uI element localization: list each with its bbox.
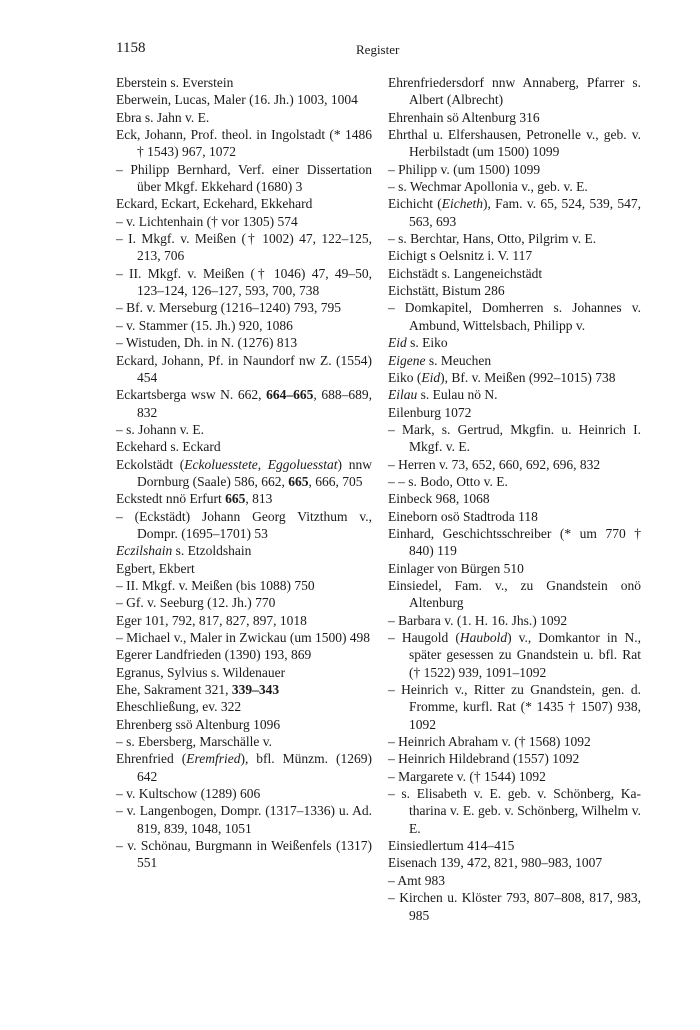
index-entry [388, 126, 641, 161]
index-entry [116, 126, 372, 161]
entry-text: – s. Johann v. E. [116, 421, 204, 437]
entry-italic-text: Haubold [459, 630, 508, 645]
index-entry [388, 74, 641, 109]
index-entry [116, 213, 372, 230]
entry-text: ), Fam. v. 65, 524, 539, 547, 563, 693 [409, 196, 642, 229]
index-entry [388, 681, 641, 733]
entry-text: Eberwein, Lucas, Maler (16. Jh.) 1003, 1004 [116, 92, 358, 108]
entry-text: s. Eulau nö N. [417, 387, 498, 403]
entry-text: s. Eiko [406, 335, 448, 351]
entry-text: Eisenach 139, 472, 821, 980–983, 1007 [388, 855, 603, 871]
entry-text: – Heinrich v., Ritter zu Gnandstein, gen. d. Fromme, kurfl. Rat (* 1435 † 1507) 938, 1092 [388, 682, 641, 732]
entry-text: – II. Mkgf. v. Meißen (bis 1088) 750 [116, 577, 315, 593]
index-entry [116, 542, 372, 559]
index-entry [116, 352, 372, 387]
index-entry [116, 109, 372, 126]
entry-text: Einlager von Bürgen 510 [388, 560, 524, 576]
index-entry [388, 247, 641, 264]
entry-text: Eineborn osö Stadtroda 118 [388, 508, 538, 524]
entry-text: – Philipp v. (um 1500) 1099 [388, 161, 541, 177]
index-entry [388, 265, 641, 282]
index-entry [388, 785, 641, 837]
entry-text: – Bf. v. Merseburg (1216–1240) 793, 795 [116, 300, 341, 316]
entry-text: , 666, 705 [308, 473, 363, 489]
index-entry [116, 508, 372, 543]
index-entry [116, 230, 372, 265]
entry-text: – s. Wechmar Apollonia v., geb. v. E. [388, 179, 588, 195]
index-entry [116, 837, 372, 872]
entry-text: Einhard, Geschichtsschreiber (* um 770 † 840) 119 [388, 525, 641, 559]
entry-text: – v. Lichtenhain († vor 1305) 574 [116, 213, 298, 229]
entry-text: Eckehard s. Eckard [116, 439, 221, 455]
entry-text: – Philipp Bernhard, Verf. einer Dissertation über Mkgf. Ekkehard (1680) 3 [116, 161, 372, 195]
entry-text: s. Meuchen [425, 352, 492, 368]
index-entry [388, 352, 641, 369]
index-entry [116, 560, 372, 577]
index-entry [116, 74, 372, 91]
index-entry [116, 195, 372, 212]
entry-text: – Domkapitel, Domherren s. Johannes v. Ambund, Wittelsbach, Philipp v. [388, 300, 641, 333]
entry-text: – Amt 983 [388, 872, 446, 888]
entry-text: – s. Elisabeth v. E. geb. v. Schönberg, Katharina v. E. geb. v. Schönberg, Wilhelm v. E. [388, 786, 641, 836]
index-entry [388, 889, 641, 924]
entry-italic-text: Eicheth [441, 196, 484, 212]
index-entry [116, 577, 372, 594]
entry-text: Eckstedt nnö Erfurt [116, 491, 226, 507]
index-entry [388, 768, 641, 785]
index-entry [388, 109, 641, 126]
entry-text: – Gf. v. Seeburg (12. Jh.) 770 [116, 595, 276, 611]
index-column-right [388, 74, 641, 924]
index-entry [388, 386, 641, 403]
entry-text: Einbeck 968, 1068 [388, 491, 490, 507]
entry-text: Egranus, Sylvius s. Wildenauer [116, 664, 286, 680]
entry-text: – (Eckstädt) Johann Georg Vitzthum v., Dompr. (1695–1701) 53 [116, 508, 372, 541]
entry-italic-text: Eggoluesstat [267, 456, 338, 472]
entry-text: – Heinrich Abraham v. († 1568) 1092 [388, 734, 591, 750]
entry-italic-text: Eremfried [186, 751, 241, 767]
entry-text: Ehrthal u. Elfershausen, Petronelle v., geb. v. Herbilstadt (um 1500) 1099 [388, 127, 641, 160]
index-entry [388, 612, 641, 629]
entry-italic-text: Eid [388, 335, 407, 351]
entry-text: Ehrenfriedersdorf nnw Annaberg, Pfarrer s. Albert (Albrecht) [388, 75, 641, 108]
entry-text: Eckard, Johann, Pf. in Naundorf nw Z. (1554) 454 [116, 352, 372, 385]
entry-text: – v. Kultschow (1289) 606 [116, 786, 261, 802]
index-entry [116, 386, 372, 421]
index-entry [116, 698, 372, 715]
entry-italic-text: Eid [421, 369, 441, 385]
index-entry [116, 785, 372, 802]
entry-text: – Mark, s. Gertrud, Mkgfin. u. Heinrich I. Mkgf. v. E. [388, 421, 641, 455]
index-entry [116, 802, 372, 837]
index-entry [116, 490, 372, 507]
entry-text: – Kirchen u. Klöster 793, 807–808, 817, 983, 985 [388, 890, 641, 923]
entry-text: – Michael v., Maler in Zwickau (um 1500) 498 [116, 630, 371, 645]
entry-text: Ehe, Sakrament 321, [116, 682, 232, 698]
entry-text: Eichstädt s. Langeneichstädt [388, 265, 543, 281]
index-entry [388, 629, 641, 681]
index-entry [388, 421, 641, 456]
entry-text: Eilenburg 1072 [388, 404, 472, 420]
entry-text: s. Etzoldshain [172, 543, 252, 559]
index-entry [388, 750, 641, 767]
entry-bold-ref: 339–343 [231, 682, 280, 698]
entry-text: Eck, Johann, Prof. theol. in Ingolstadt (* 1486 † 1543) 967, 1072 [116, 127, 372, 160]
entry-text: – II. Mkgf. v. Meißen († 1046) 47, 49–50, 123–124, 126–127, 593, 700, 738 [116, 265, 372, 299]
index-entry [116, 161, 372, 196]
index-entry [388, 473, 641, 490]
entry-italic-text: Eczilshain [116, 543, 173, 559]
index-entry [116, 334, 372, 351]
index-entry [116, 646, 372, 663]
entry-text: Eberstein s. Everstein [116, 75, 234, 90]
entry-text: Eichigt s Oelsnitz i. V. 117 [388, 248, 533, 264]
entry-text: – Margarete v. († 1544) 1092 [388, 768, 546, 784]
entry-text: ), Bf. v. Meißen (992–1015) 738 [440, 369, 616, 385]
entry-text: Einsiedel, Fam. v., zu Gnandstein onö Altenburg [388, 577, 641, 611]
index-entry [116, 612, 372, 629]
index-entry [388, 560, 641, 577]
entry-text: Ebra s. Jahn v. E. [116, 109, 210, 125]
index-entry [116, 299, 372, 316]
index-entry [388, 299, 641, 334]
index-entry [116, 456, 372, 491]
index-entry [388, 195, 641, 230]
entry-text: Eckartsberga wsw N. 662, [116, 387, 267, 403]
entry-text: , 813 [245, 491, 273, 507]
index-entry [116, 733, 372, 750]
index-entry [388, 369, 641, 386]
index-entry [388, 282, 641, 299]
entry-text: – Wistuden, Dh. in N. (1276) 813 [116, 335, 298, 351]
index-entry [388, 733, 641, 750]
entry-text: , 688–689, 832 [137, 387, 373, 420]
entry-text: – v. Stammer (15. Jh.) 920, 1086 [116, 317, 293, 333]
index-entry [388, 230, 641, 247]
running-header-title: Register [356, 42, 400, 57]
index-entry [388, 178, 641, 195]
index-entry [388, 161, 641, 178]
index-entry [388, 456, 641, 473]
index-entry [116, 629, 372, 646]
entry-text: – s. Ebersberg, Marschälle v. [116, 734, 272, 750]
index-entry [388, 404, 641, 421]
entry-text: – Haugold ( [388, 630, 460, 645]
entry-text: Eckolstädt ( [116, 456, 185, 472]
entry-text: ) nnw Dornburg (Saale) 586, 662, [137, 456, 373, 489]
index-entry [116, 664, 372, 681]
entry-text: Eichstätt, Bistum 286 [388, 283, 505, 299]
entry-text: Eheschließung, ev. 322 [116, 699, 242, 715]
index-entry [116, 681, 372, 698]
index-entry [388, 577, 641, 612]
entry-text: Eger 101, 792, 817, 827, 897, 1018 [116, 612, 307, 628]
index-entry [116, 421, 372, 438]
index-entry [388, 525, 641, 560]
entry-bold-ref: 665 [225, 491, 246, 507]
page-number: 1158 [116, 40, 146, 56]
entry-bold-ref: 664–665 [266, 387, 314, 403]
entry-text: Ehrenfried ( [116, 751, 187, 767]
entry-text: Eiko ( [388, 369, 422, 385]
index-entry [116, 317, 372, 334]
entry-text: – Barbara v. (1. H. 16. Jhs.) 1092 [388, 612, 568, 628]
entry-text: Einsiedlertum 414–415 [388, 838, 515, 854]
entry-italic-text: Eigene [388, 352, 426, 368]
entry-text: Ehrenhain sö Altenburg 316 [388, 109, 540, 125]
index-entry [388, 854, 641, 871]
entry-text: , [257, 456, 268, 472]
entry-text: – Herren v. 73, 652, 660, 692, 696, 832 [388, 456, 601, 472]
index-entry [116, 265, 372, 300]
entry-text: Eckard, Eckart, Eckehard, Ekkehard [116, 196, 313, 212]
entry-text: Ehrenberg ssö Altenburg 1096 [116, 716, 281, 732]
entry-text: ) v., Domkantor in N., später gesessen zu Gnandstein u. bfl. Rat († 1522) 939, 1091–1092 [409, 630, 641, 680]
index-entry [388, 872, 641, 889]
entry-text: – v. Langenbogen, Dompr. (1317–1336) u. Ad. 819, 839, 1048, 1051 [116, 803, 372, 836]
entry-text: – – s. Bodo, Otto v. E. [388, 473, 508, 489]
index-entry [388, 490, 641, 507]
entry-text: – Heinrich Hildebrand (1557) 1092 [388, 751, 580, 767]
entry-bold-ref: 665 [288, 473, 309, 489]
entry-text: – s. Berchtar, Hans, Otto, Pilgrim v. E. [388, 231, 597, 247]
entry-italic-text: Eckoluesstete [184, 456, 258, 472]
index-entry [388, 334, 641, 351]
index-entry [116, 716, 372, 733]
entry-italic-text: Eilau [388, 387, 418, 403]
index-entry [116, 438, 372, 455]
index-entry [116, 750, 372, 785]
entry-text: – v. Schönau, Burgmann in Weißenfels (1317) 551 [116, 838, 372, 871]
entry-text: Eichicht ( [388, 196, 442, 212]
entry-text: Egerer Landfrieden (1390) 193, 869 [116, 647, 312, 663]
index-column-left [116, 74, 372, 872]
index-entry [388, 837, 641, 854]
entry-text: ), bfl. Münzm. (1269) 642 [137, 751, 372, 784]
index-entry [116, 91, 372, 108]
index-entry [116, 594, 372, 611]
entry-text: Egbert, Ekbert [116, 560, 195, 576]
entry-text: – I. Mkgf. v. Meißen († 1002) 47, 122–125, 213, 706 [116, 231, 372, 264]
index-entry [388, 508, 641, 525]
